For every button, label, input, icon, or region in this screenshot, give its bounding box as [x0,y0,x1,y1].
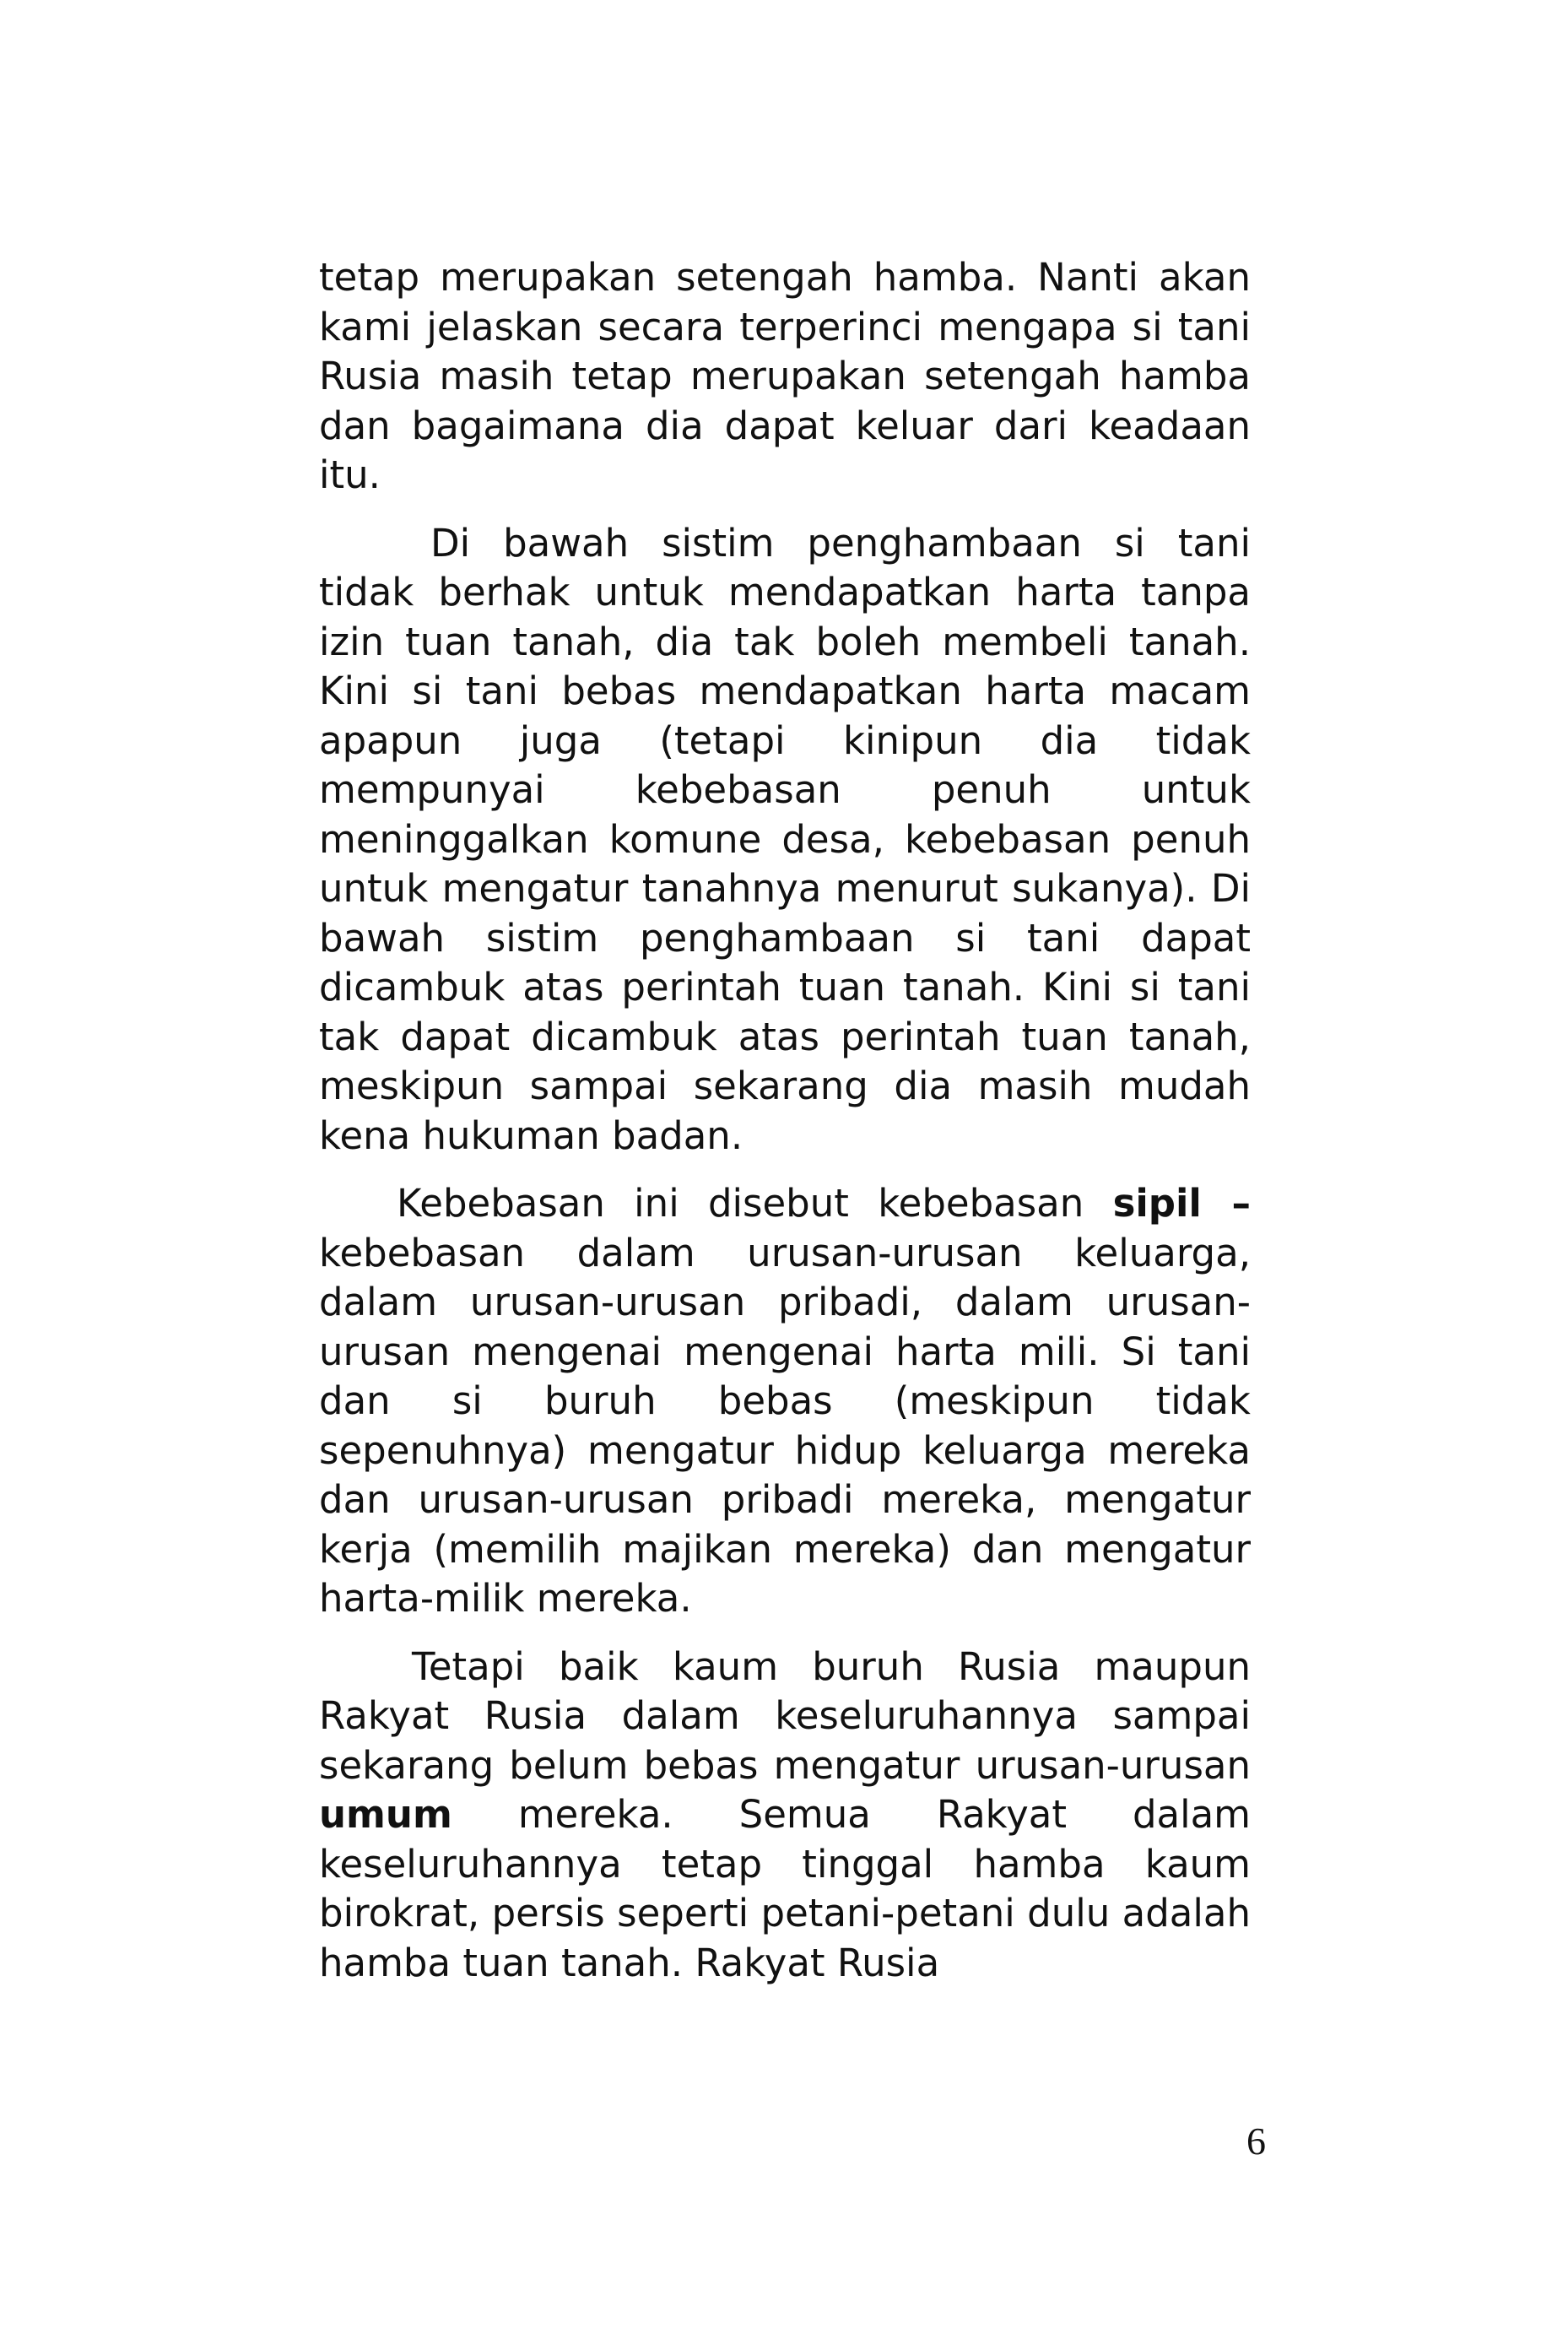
paragraph-4-text-after: mereka. Semua Rakyat dalam keseluruhannya tetap tinggal hamba kaum birokrat, persis seperti petani-petani dulu adalah hamba tuan tanah. Rakyat Rusia [319,1792,1251,1985]
page-number: 6 [1246,2120,1266,2163]
paragraph-3-text-before: Kebebasan ini disebut kebebasan [397,1181,1113,1226]
emphasis-sipil: sipil – [1112,1181,1251,1226]
paragraph-3-text-after: kebebasan dalam urusan-urusan keluarga, dalam urusan-urusan pribadi, dalam urusan-urusan mengenai mengenai harta mili. Si tani dan si buruh bebas (meskipun tidak sepenuhnya) mengatur hidup keluarga mereka dan urusan-urusan pribadi mereka, mengatur kerja (memilih majikan mereka) dan mengatur harta-milik mereka. [319,1230,1251,1621]
paragraph-1 [319,253,1251,501]
emphasis-umum: umum [319,1792,452,1837]
paragraph-2-text: Di bawah sistim penghambaan si tani tidak berhak untuk mendapatkan harta tanpa izin tuan tanah, dia tak boleh membeli tanah. Kini si tani bebas mendapatkan harta macam apapun juga (tetapi kinipun dia tidak mempunyai kebebasan penuh untuk meninggalkan komune desa, kebebasan penuh untuk mengatur tanahnya menurut sukanya). Di bawah sistim penghambaan si tani dapat dicambuk atas perintah tuan tanah. Kini si tani tak dapat dicambuk atas perintah tuan tanah, meskipun sampai sekarang dia masih mudah kena hukuman badan. [319,520,1251,1158]
paragraph-2 [319,519,1251,1161]
body-text [319,253,1251,2006]
paragraph-3 [319,1179,1251,1624]
paragraph-4 [319,1643,1251,1989]
paragraph-4-text-before: Tetapi baik kaum buruh Rusia maupun Rakyat Rusia dalam keseluruhannya sampai sekarang belum bebas mengatur urusan-urusan [319,1643,1251,1788]
paragraph-1-text: tetap merupakan setengah hamba. Nanti akan kami jelaskan secara terperinci mengapa si tani Rusia masih tetap merupakan setengah hamba dan bagaimana dia dapat keluar dari keadaan itu. [319,255,1251,497]
